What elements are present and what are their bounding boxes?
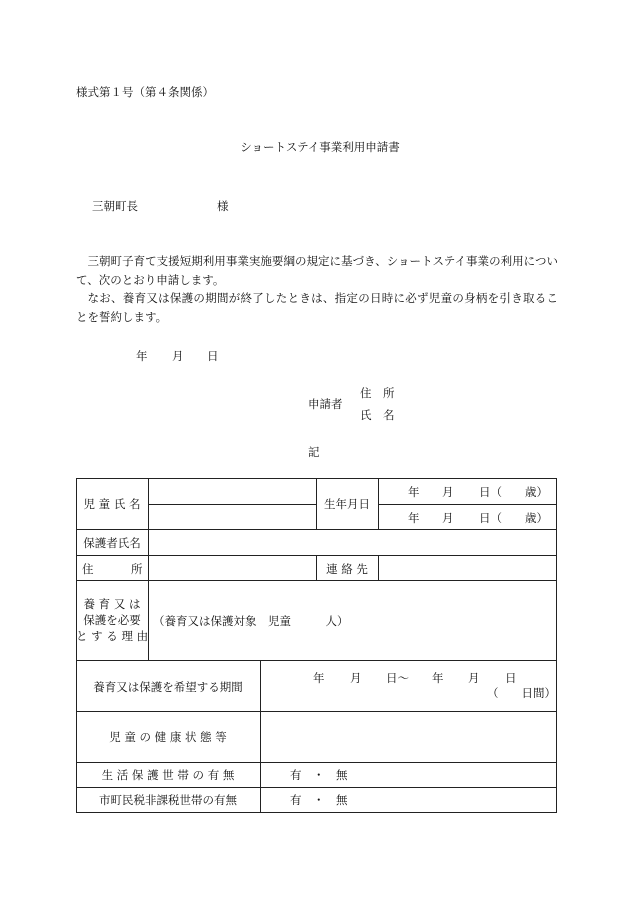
birth2-age: 歳） [525,511,548,525]
period-end-month: 月 [468,671,480,685]
birth1-day: 日（ [479,485,502,499]
table-col-lower [260,660,261,813]
table-line-birth-mid [378,504,557,505]
child-name-label: 児 童 氏 名 [83,497,141,511]
period-end-day: 日 [505,671,517,685]
addressee-suffix: 様 [217,199,229,213]
applicant-address-label: 住 所 [360,386,395,400]
table-border-right [556,478,557,813]
table-line-child-mid [148,504,316,505]
birth1-month: 月 [442,485,454,499]
health-label: 児 童 の 健 康 状 態 等 [109,730,227,744]
reason-label-line-1: 養 育 又 は [83,597,141,611]
welfare-label: 生 活 保 護 世 帯 の 有 無 [101,768,235,782]
table-border-bottom [76,812,557,813]
table-line-6 [76,762,557,763]
addressee: 三朝町長 [92,199,138,213]
table-line-4 [76,660,557,661]
table-col-contact-right [378,555,379,580]
birth2-month: 月 [442,511,454,525]
reason-value: （養育又は保護対象 児童 人） [153,614,349,628]
period-start-month: 月 [350,671,362,685]
table-line-5 [76,711,557,712]
birthdate-label: 生年月日 [324,497,370,511]
date-month: 月 [172,349,184,363]
period-start-year: 年 [313,671,325,685]
address-label-first: 住 [82,562,94,576]
date-day: 日 [207,349,219,363]
body-text [76,252,558,326]
table-col-label [148,478,149,660]
tax-value: 有 ・ 無 [290,793,348,807]
contact-label: 連 絡 先 [326,562,368,576]
address-label-second: 所 [131,562,143,576]
guardian-label: 保護者氏名 [83,536,141,550]
tax-label: 市町民税非課税世帯の有無 [99,793,237,807]
birth1-age: 歳） [525,485,548,499]
document-title: ショートステイ事業利用申請書 [240,140,400,154]
table-line-7 [76,787,557,788]
table-col-birth-right [378,478,379,529]
body-paragraph-2: なお、養育又は保護の期間が終了したときは、指定の日時に必ず児童の身柄を引き取ることを誓約します。 [76,291,558,324]
period-end-year: 年 [432,671,444,685]
birth2-day: 日（ [479,511,502,525]
applicant-label: 申請者 [308,397,343,411]
reason-label-line-3: と す る 理 由 [76,629,149,643]
table-border-left [76,478,77,813]
period-start-day: 日～ [386,671,409,685]
birth2-year: 年 [408,511,420,525]
ki-mark: 記 [308,445,320,459]
period-label: 養育又は保護を希望する期間 [93,680,243,694]
form-number: 様式第１号（第４条関係） [76,85,214,99]
date-year: 年 [136,349,148,363]
welfare-value: 有 ・ 無 [290,768,348,782]
applicant-name-label: 氏 名 [360,408,395,422]
body-paragraph-1: 三朝町子育て支援短期利用事業実施要綱の規定に基づき、ショートステイ事業の利用について、次のとおり申請します。 [76,254,558,287]
period-days: （ 日間） [487,686,556,700]
reason-label-line-2: 保護を必要 [83,613,141,627]
birth1-year: 年 [408,485,420,499]
